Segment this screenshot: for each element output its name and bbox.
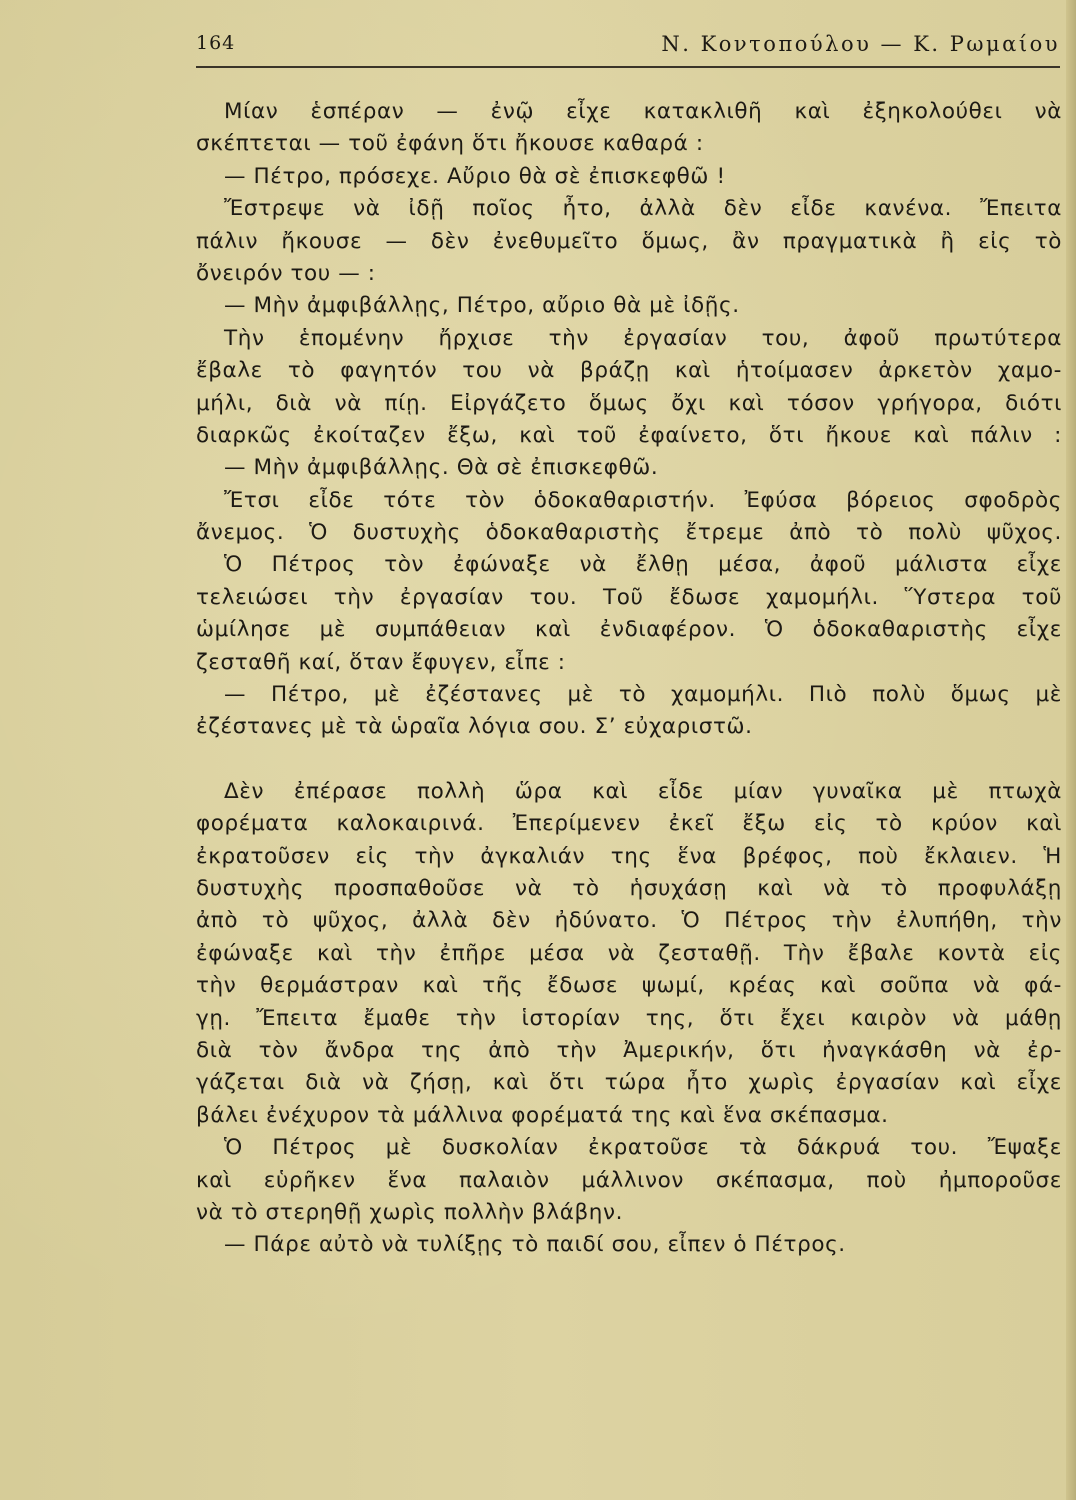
text-line: δυστυχὴς προσπαθοῦσε νὰ τὸ ἡσυχάσῃ καὶ νὰ τὸ προφυλάξῃ xyxy=(196,875,1062,901)
text-line: Ἔτσι εἶδε τότε τὸν ὁδοκαθαριστήν. Ἐφύσα βόρειος σφοδρὸς xyxy=(224,487,1062,513)
text-line: ἀπὸ τὸ ψῦχος, ἀλλὰ δὲν ἠδύνατο. Ὁ Πέτρος τὴν ἐλυπήθη, τὴν xyxy=(196,908,1062,934)
text-line: ἄνεμος. Ὁ δυστυχὴς ὁδοκαθαριστὴς ἔτρεμε ἀπὸ τὸ πολὺ ψῦχος. xyxy=(196,520,1062,546)
text-line: μήλι, διὰ νὰ πίῃ. Εἰργάζετο ὅμως ὄχι καὶ τόσον γρήγορα, διότι xyxy=(196,390,1062,416)
text-line: γάζεται διὰ νὰ ζήσῃ, καὶ ὅτι τώρα ἦτο χωρὶς ἐργασίαν καὶ εἶχε xyxy=(196,1070,1062,1096)
text-line: ἐφώναξε καὶ τὴν ἐπῆρε μέσα νὰ ζεσταθῇ. Τὴν ἔβαλε κοντὰ εἰς xyxy=(196,940,1062,966)
page-number: 164 xyxy=(196,32,236,54)
text-line: φορέματα καλοκαιρινά. Ἐπερίμενεν ἐκεῖ ἔξω εἰς τὸ κρύον καὶ xyxy=(196,811,1062,837)
header-rule xyxy=(196,66,1060,68)
text-line: καὶ εὑρῆκεν ἕνα παλαιὸν μάλλινον σκέπασμα, ποὺ ἠμποροῦσε xyxy=(196,1167,1062,1193)
text-line: — Μὴν ἀμφιβάλλῃς. Θὰ σὲ ἐπισκεφθῶ. xyxy=(224,455,659,481)
text-line: νὰ τὸ στερηθῇ χωρὶς πολλὴν βλάβην. xyxy=(196,1199,624,1225)
text-line: — Πέτρο, πρόσεχε. Αὔριο θὰ σὲ ἐπισκεφθῶ ! xyxy=(224,163,726,189)
body-text xyxy=(196,96,1062,1262)
text-line: ἔβαλε τὸ φαγητόν του νὰ βράζῃ καὶ ἡτοίμασεν ἀρκετὸν χαμο- xyxy=(196,358,1062,384)
text-line: βάλει ἐνέχυρον τὰ μάλλινα φορέματά της καὶ ἕνα σκέπασμα. xyxy=(196,1102,889,1128)
text-line: — Πάρε αὐτὸ νὰ τυλίξῃς τὸ παιδί σου, εἶπεν ὁ Πέτρος. xyxy=(224,1232,846,1258)
text-line: διὰ τὸν ἄνδρα της ἀπὸ τὴν Ἀμερικήν, ὅτι ἠναγκάσθη νὰ ἐρ- xyxy=(196,1037,1062,1063)
text-line: γῃ. Ἔπειτα ἔμαθε τὴν ἱστορίαν της, ὅτι ἔχει καιρὸν νὰ μάθῃ xyxy=(196,1005,1062,1031)
text-line: ὡμίλησε μὲ συμπάθειαν καὶ ἐνδιαφέρον. Ὁ ὁδοκαθαριστὴς εἶχε xyxy=(196,617,1062,643)
text-line: — Μὴν ἀμφιβάλλῃς, Πέτρο, αὔριο θὰ μὲ ἰδῇς. xyxy=(224,293,740,319)
text-line: πάλιν ἤκουσε — δὲν ἐνεθυμεῖτο ὅμως, ἂν πραγματικὰ ἢ εἰς τὸ xyxy=(196,228,1062,254)
text-line: τελειώσει τὴν ἐργασίαν του. Τοῦ ἔδωσε χαμομήλι. Ὕστερα τοῦ xyxy=(196,584,1062,610)
text-line: Ὁ Πέτρος μὲ δυσκολίαν ἐκρατοῦσε τὰ δάκρυά του. Ἔψαξε xyxy=(224,1135,1062,1161)
text-line: ἐζέστανες μὲ τὰ ὡραῖα λόγια σου. Σ’ εὐχαριστῶ. xyxy=(196,714,753,740)
text-line: Μίαν ἑσπέραν — ἐνῷ εἶχε κατακλιθῆ καὶ ἐξηκολούθει νὰ xyxy=(224,99,1062,124)
page-header xyxy=(196,28,1060,64)
text-line: Τὴν ἑπομένην ἤρχισε τὴν ἐργασίαν του, ἀφοῦ πρωτύτερα xyxy=(224,325,1062,351)
text-line: ἐκρατοῦσεν εἰς τὴν ἀγκαλιάν της ἕνα βρέφος, ποὺ ἔκλαιεν. Ἡ xyxy=(196,843,1062,869)
text-line: διαρκῶς ἐκοίταζεν ἔξω, καὶ τοῦ ἐφαίνετο, ὅτι ἤκουε καὶ πάλιν : xyxy=(196,422,1062,448)
text-line: τὴν θερμάστραν καὶ τῆς ἔδωσε ψωμί, κρέας καὶ σοῦπα νὰ φά- xyxy=(196,973,1062,999)
text-line: Δὲν ἐπέρασε πολλὴ ὥρα καὶ εἶδε μίαν γυναῖκα μὲ πτωχὰ xyxy=(224,778,1062,804)
text-line: Ὁ Πέτρος τὸν ἐφώναξε νὰ ἔλθῃ μέσα, ἀφοῦ μάλιστα εἶχε xyxy=(224,552,1062,578)
text-line: σκέπτεται — τοῦ ἐφάνη ὅτι ἤκουσε καθαρά : xyxy=(196,131,704,157)
text-line: ὄνειρόν του — : xyxy=(196,260,376,286)
text-line: — Πέτρο, μὲ ἐζέστανες μὲ τὸ χαμομήλι. Πιὸ πολὺ ὅμως μὲ xyxy=(224,682,1062,708)
section-break xyxy=(196,744,1062,776)
text-line: Ἔστρεψε νὰ ἰδῇ ποῖος ἦτο, ἀλλὰ δὲν εἶδε κανένα. Ἔπειτα xyxy=(224,196,1062,222)
text-line: ζεσταθῆ καί, ὅταν ἔφυγεν, εἶπε : xyxy=(196,649,566,675)
page-edge xyxy=(1066,0,1076,1500)
running-head: Ν. Κοντοπούλου — Κ. Ρωμαίου xyxy=(661,32,1060,56)
